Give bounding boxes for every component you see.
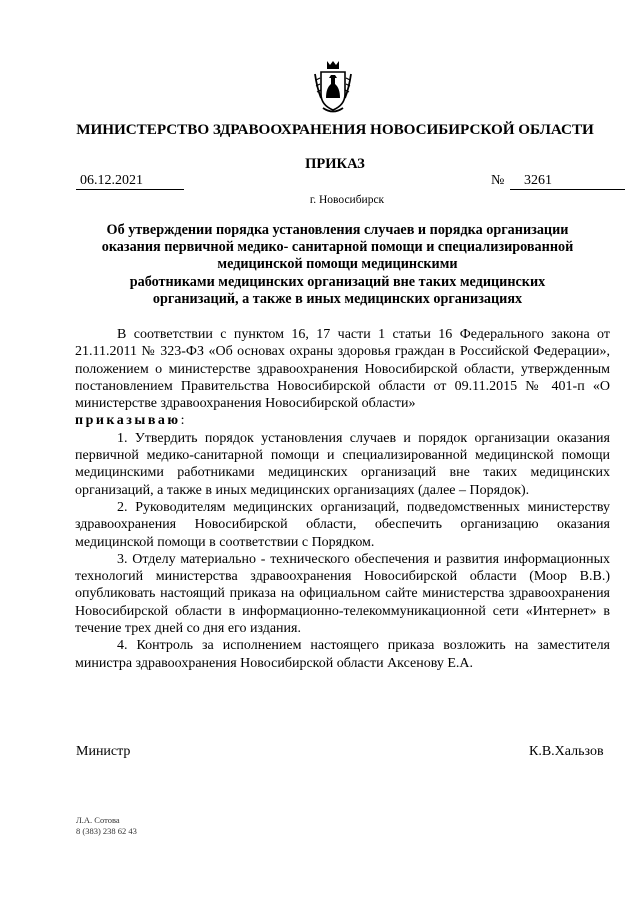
document-date-field [76, 173, 184, 190]
preamble-paragraph [75, 326, 610, 430]
document-type: ПРИКАЗ [305, 156, 365, 172]
title-line: Об утверждении порядка установления случаев и порядка организации [106, 222, 569, 238]
title-line: медицинской помощи медицинскими [217, 256, 458, 273]
coat-of-arms-icon [313, 58, 353, 116]
footer-phone: 8 (383) 238 62 43 [76, 826, 137, 836]
order-word: приказываю [75, 413, 181, 429]
signatory-title: Министр [76, 744, 131, 759]
order-item: 4. Контроль за исполнением настоящего приказа возложить на заместителя министра здравоохранения Новосибирской области Аксенову Е.А. [75, 638, 610, 671]
order-item: 1. Утвердить порядок установления случаев и порядок организации оказания первичной медико-санитарной помощи и специализированной медицинской помощи медицинскими работниками медицинских организаций вне таких медицинских организаций, а также в иных медицинских организациях (далее – Порядок). [75, 430, 610, 498]
document-body [75, 326, 610, 672]
title-line: работниками медицинских организаций вне таких медицинских [129, 273, 546, 290]
footer-author: Л.А. Сотова [76, 815, 120, 825]
order-item: 3. Отделу материально - технического обеспечения и развития информационных технологий министерства здравоохранения Новосибирской области (Моор В.В.) опубликовать настоящий приказа на официальном сайте министерства здравоохранения Новосибирской области в информационно-телекоммуникационной сети «Интернет» в течение трех дней со дня его издания. [75, 551, 610, 637]
document-number: 3261 [524, 173, 552, 188]
title-line: оказания первичной медико- санитарной помощи и специализированной [101, 239, 574, 256]
order-colon: : [180, 413, 185, 429]
ministry-name: МИНИСТЕРСТВО ЗДРАВООХРАНЕНИЯ НОВОСИБИРСКОЙ ОБЛАСТИ [76, 121, 594, 138]
document-date: 06.12.2021 [80, 173, 143, 188]
document-title [70, 222, 605, 308]
number-sign: № [491, 173, 505, 188]
preamble-text: В соответствии с пунктом 16, 17 части 1 статьи 16 Федерального закона от 21.11.2011 № 323-ФЗ «Об основах охраны здоровья граждан в Российской Федерации», положением о министерстве здравоохранения Новосибирской области, утвержденным постановлением Правительства Новосибирской области от 09.11.2015 № 401-п «О министерстве здравоохранения Новосибирской области» [75, 327, 610, 412]
footer-contact [76, 815, 137, 837]
document-number-field [510, 173, 625, 190]
title-line: организаций, а также в иных медицинских организациях [152, 290, 523, 307]
order-item: 2. Руководителям медицинских организаций, подведомственных министерству здравоохранения Новосибирской области, обеспечить организацию оказания медицинской помощи в соответствии с Порядком. [75, 499, 610, 550]
signatory-name: К.В.Хальзов [529, 744, 604, 759]
city: г. Новосибирск [309, 194, 385, 206]
